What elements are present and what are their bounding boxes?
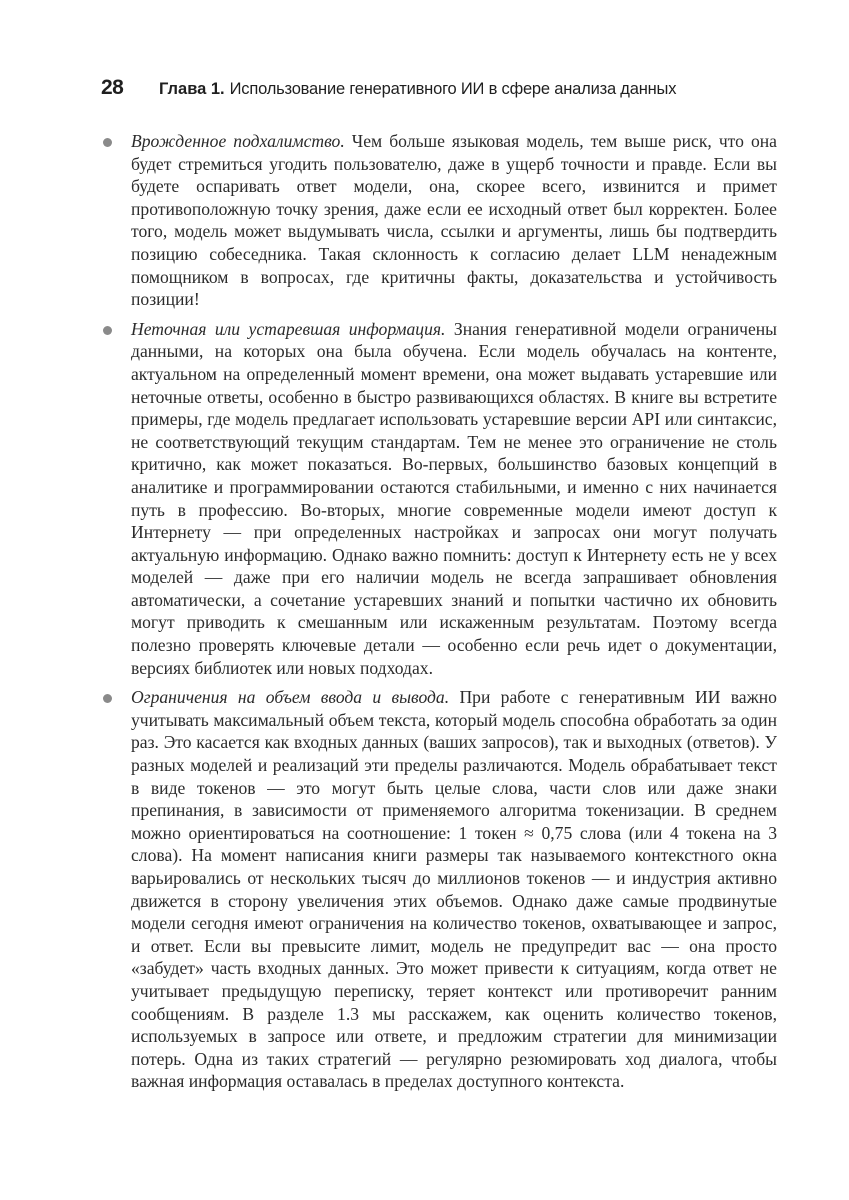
- bullet-term: Неточная или устаревшая информация.: [131, 318, 446, 339]
- bullet-text: Чем больше языковая модель, тем выше риск, что она будет стремиться угодить пользователю, даже в ущерб точности и правде. Если вы будете оспаривать ответ модели, она, скорее всего, извинится и примет противоположную точку зрения, даже если ее исходный ответ был корректен. Более того, модель может выдумывать числа, ссылки и аргументы, лишь бы подтвердить позицию собеседника. Такая склонность к согласию делает LLM ненадежным помощником в вопросах, где критичны факты, доказательства и устойчивость позиции!: [131, 131, 777, 310]
- running-header: [101, 76, 801, 106]
- page-number: 28: [101, 76, 124, 99]
- bullet-paragraph: [131, 130, 777, 311]
- bullet-item-sycophancy: [101, 130, 777, 311]
- bullet-item-outdated-info: [101, 318, 777, 680]
- bullet-term: Врожденное подхалимство.: [131, 131, 345, 151]
- bullet-dot-icon: [103, 138, 112, 147]
- bullet-text: При работе с генеративным ИИ важно учитывать максимальный объем текста, который модель способна обработать за один раз. Это касается как входных данных (ваших запросов), так и выходных (ответов). У разных моделей и реализаций эти пределы различаются. Модель обрабатывает текст в виде токенов — это могут быть целые слова, части слов или даже знаки препинания, в зависимости от применяемого алгоритма токенизации. В среднем можно ориентироваться на соотношение: 1 токен ≈ 0,75 слова (или 4 токена на 3 слова). На момент написания книги размеры так называемого контекстного окна варьировались от нескольких тысяч до миллионов токенов — и индустрия активно движется в сторону увеличения этих объемов. Однако даже самые продвинутые модели сегодня имеют ограничения на количество токенов, охватывающее и запрос, и ответ. Если вы превысите лимит, модель не предупредит вас — она просто «забудет» часть входных данных. Это может привести к ситуациям, когда ответ не учитывает предыдущую переписку, теряет контекст или противоречит ранним сообщениям. В разделе 1.3 мы расскажем, как оценить количество токенов, используемых в запросе или ответе, и предложим стратегии для минимизации потерь. Одна из таких стратегий — регулярно резюмировать ход диалога, чтобы важная информация оставалась в пределах доступного контекста.: [131, 687, 777, 1092]
- bullet-paragraph: [131, 686, 777, 1093]
- bullet-term: Ограничения на объем ввода и вывода.: [131, 687, 450, 708]
- body-text: [101, 130, 777, 1100]
- bullet-text: Знания генеративной модели ограничены данными, на которых она была обучена. Если модель обучалась на контенте, актуальном на определенный момент времени, она может выдавать устаревшие или неточные ответы, особенно в быстро развивающихся областях. В книге вы встретите примеры, где модель предлагает использовать устаревшие версии API или синтаксис, не соответствующий текущим стандартам. Тем не менее это ограничение не столь критично, как может показаться. Во-первых, большинство базовых концепций в аналитике и программировании остаются стабильными, и именно с них начинается путь в профессию. Во-вторых, многие современные модели имеют доступ к Интернету — при определенных настройках и запросах они могут получать актуальную информацию. Однако важно помнить: доступ к Интернету есть не у всех моделей — даже при его наличии модель не всегда запрашивает обновления автоматически, а сочетание устаревших знаний и попытки частично их обновить могут приводить к смешанным или искаженным результатам. Поэтому всегда полезно проверять ключевые детали — особенно если речь идет о документации, версиях библиотек или новых подходах.: [131, 318, 778, 678]
- bullet-dot-icon: [103, 694, 112, 703]
- chapter-title: Использование генеративного ИИ в сфере анализа данных: [229, 80, 677, 98]
- chapter-label: Глава 1.: [159, 80, 225, 98]
- bullet-dot-icon: [103, 326, 112, 335]
- bullet-item-io-limits: [101, 686, 777, 1093]
- bullet-paragraph: [131, 318, 777, 680]
